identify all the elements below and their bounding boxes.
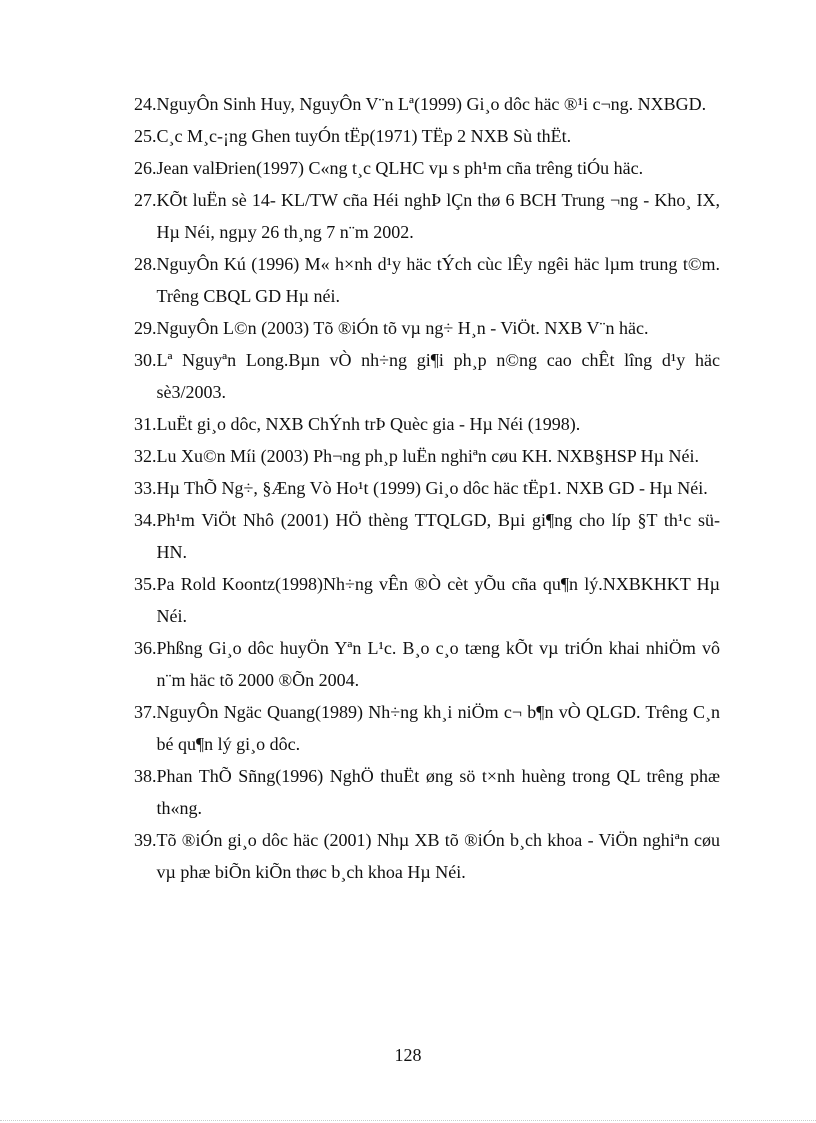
reference-item bbox=[134, 696, 720, 760]
reference-text: Jean valÐrien(1997) C«ng t¸c QLHC vµ s ph¹m cña trêng tiÓu häc. bbox=[156, 158, 644, 178]
reference-number: 37. bbox=[134, 702, 157, 722]
reference-item bbox=[134, 568, 720, 632]
reference-number: 25. bbox=[134, 126, 157, 146]
reference-text: Hµ ThÕ Ng÷, §Æng Vò Ho¹t (1999) Gi¸o dôc häc tËp1. NXB GD - Hµ Néi. bbox=[156, 478, 708, 498]
reference-item bbox=[134, 824, 720, 888]
reference-item bbox=[134, 440, 720, 472]
reference-number: 24. bbox=[134, 94, 157, 114]
reference-text: C¸c M¸c-¡ng Ghen tuyÓn tËp(1971) TËp 2 NXB Sù thËt. bbox=[156, 126, 572, 146]
reference-number: 38. bbox=[134, 766, 157, 786]
reference-text: KÕt luËn sè 14- KL/TW cña Héi nghÞ lÇn thø 6 BCH Trung ¬ng - Kho¸ IX, Hµ Néi, ngµy 26 th¸ng 7 n¨m 2002. bbox=[156, 190, 720, 242]
reference-number: 30. bbox=[134, 350, 157, 370]
reference-number: 29. bbox=[134, 318, 157, 338]
reference-text: Tõ ®iÓn gi¸o dôc häc (2001) Nhµ XB tõ ®iÓn b¸ch khoa - ViÖn nghiªn cøu vµ phæ biÕn kiÕn thøc b¸ch khoa Hµ Néi. bbox=[156, 830, 720, 882]
reference-text: Lª Nguyªn Long.Bµn vÒ nh÷ng gi¶i ph¸p n©ng cao chÊt lîng d¹y häc sè3/2003. bbox=[156, 350, 720, 402]
reference-number: 33. bbox=[134, 478, 157, 498]
reference-text: LuËt gi¸o dôc, NXB ChÝnh trÞ Quèc gia - Hµ Néi (1998). bbox=[156, 414, 581, 434]
reference-item bbox=[134, 152, 720, 184]
reference-item bbox=[134, 632, 720, 696]
reference-text: Phßng Gi¸o dôc huyÖn Yªn L¹c. B¸o c¸o tæng kÕt vµ triÓn khai nhiÖm vô n¨m häc tõ 2000 ®Õn 2004. bbox=[156, 638, 720, 690]
reference-item bbox=[134, 344, 720, 408]
reference-item bbox=[134, 120, 720, 152]
reference-number: 32. bbox=[134, 446, 157, 466]
reference-number: 26. bbox=[134, 158, 157, 178]
reference-list bbox=[134, 88, 720, 888]
reference-number: 39. bbox=[134, 830, 157, 850]
reference-text: NguyÔn Sinh Huy, NguyÔn V¨n Lª(1999) Gi¸o dôc häc ®¹i c¬ng. NXBGD. bbox=[156, 94, 707, 114]
reference-item bbox=[134, 760, 720, 824]
reference-text: NguyÔn Kú (1996) M« h×nh d¹y häc tÝch cùc lÊy ngêi häc lµm trung t©m. Trêng CBQL GD Hµ néi. bbox=[156, 254, 720, 306]
reference-number: 36. bbox=[134, 638, 157, 658]
reference-item bbox=[134, 312, 720, 344]
reference-text: Phan ThÕ Sñng(1996) NghÖ thuËt øng sö t×nh huèng trong QL trêng phæ th«ng. bbox=[156, 766, 720, 818]
page-bottom-divider bbox=[0, 1120, 816, 1121]
reference-number: 35. bbox=[134, 574, 157, 594]
reference-item bbox=[134, 248, 720, 312]
reference-item bbox=[134, 88, 720, 120]
page-number: 128 bbox=[394, 1045, 422, 1065]
reference-item bbox=[134, 472, 720, 504]
reference-text: Pa Rold Koontz(1998)Nh÷ng vÊn ®Ò cèt yÕu cña qu¶n lý.NXBKHKT Hµ Néi. bbox=[156, 574, 720, 626]
reference-item bbox=[134, 184, 720, 248]
reference-number: 28. bbox=[134, 254, 157, 274]
reference-text: NguyÔn Ngäc Quang(1989) Nh÷ng kh¸i niÖm c¬ b¶n vÒ QLGD. Trêng C¸n bé qu¶n lý gi¸o dôc. bbox=[156, 702, 720, 754]
reference-item bbox=[134, 408, 720, 440]
reference-number: 34. bbox=[134, 510, 157, 530]
reference-number: 27. bbox=[134, 190, 157, 210]
reference-number: 31. bbox=[134, 414, 157, 434]
reference-text: NguyÔn L©n (2003) Tõ ®iÓn tõ vµ ng÷ H¸n - ViÖt. NXB V¨n häc. bbox=[156, 318, 649, 338]
reference-text: Ph¹m ViÖt Nhô (2001) HÖ thèng TTQLGD, Bµi gi¶ng cho líp §T th¹c sü-HN. bbox=[156, 510, 720, 562]
reference-item bbox=[134, 504, 720, 568]
reference-text: Lu Xu©n Míi (2003) Ph¬ng ph¸p luËn nghiªn cøu KH. NXB§HSP Hµ Néi. bbox=[156, 446, 699, 466]
